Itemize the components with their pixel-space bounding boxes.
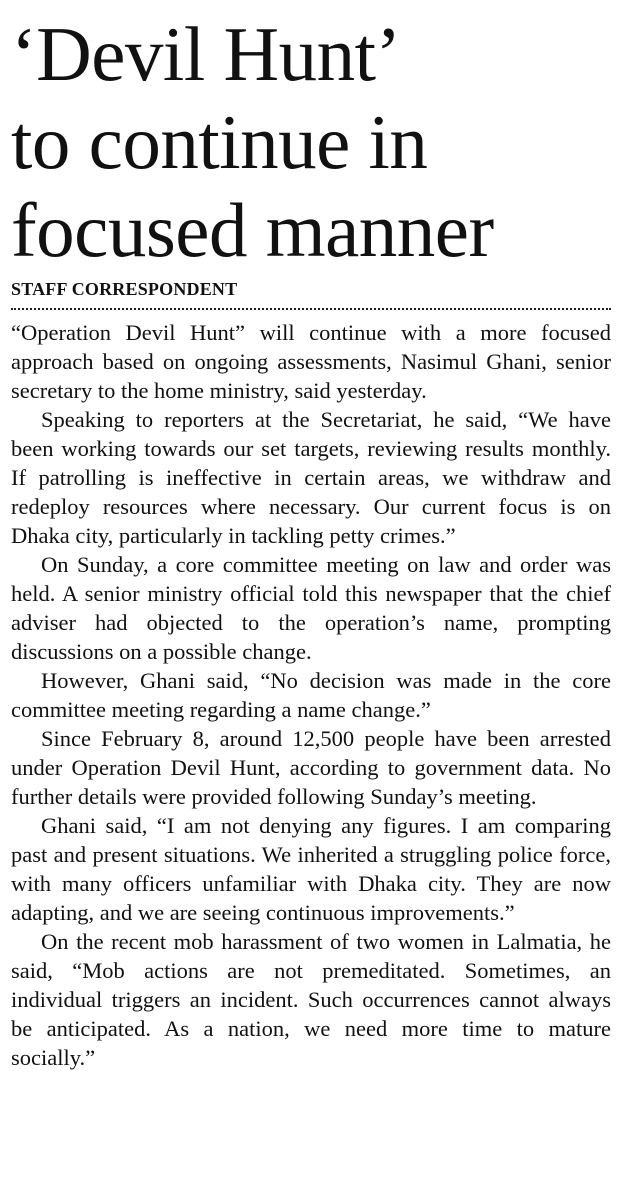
body-paragraph: On the recent mob harassment of two women in Lalmatia, he said, “Mob actions are not premeditated. Sometimes, an individual triggers an incident. Such occurrences cannot always be anticipated. As a nation, we need more time to mature socially.” [11, 929, 611, 1070]
headline [11, 0, 611, 274]
body-paragraph: Speaking to reporters at the Secretariat, he said, “We have been working towards our set targets, reviewing results monthly. If patrolling is ineffective in certain areas, we withdraw and redeploy resources where necessary. Our current focus is on Dhaka city, particularly in tackling petty crimes.” [11, 407, 611, 548]
body-paragraph: However, Ghani said, “No decision was made in the core committee meeting regarding a name change.” [11, 668, 611, 722]
headline-line: focused manner [11, 187, 494, 273]
headline-line: to continue in [11, 99, 428, 185]
body-paragraph: Ghani said, “I am not denying any figures. I am comparing past and present situations. We inherited a struggling police force, with many officers unfamiliar with Dhaka city. They are now adapting, and we are seeing continuous improvements.” [11, 813, 611, 925]
body-paragraph: Since February 8, around 12,500 people have been arrested under Operation Devil Hunt, according to government data. No further details were provided following Sunday’s meeting. [11, 726, 611, 809]
headline-line: ‘Devil Hunt’ [11, 11, 401, 97]
body-paragraph: On Sunday, a core committee meeting on law and order was held. A senior ministry official told this newspaper that the chief adviser had objected to the operation’s name, prompting discussions on a possible change. [11, 552, 611, 664]
article-body [11, 318, 611, 1072]
body-paragraph: “Operation Devil Hunt” will continue with a more focused approach based on ongoing assessments, Nasimul Ghani, senior secretary to the home ministry, said yesterday. [11, 320, 611, 403]
dotted-divider [11, 308, 611, 310]
byline: STAFF CORRESPONDENT [11, 279, 238, 299]
